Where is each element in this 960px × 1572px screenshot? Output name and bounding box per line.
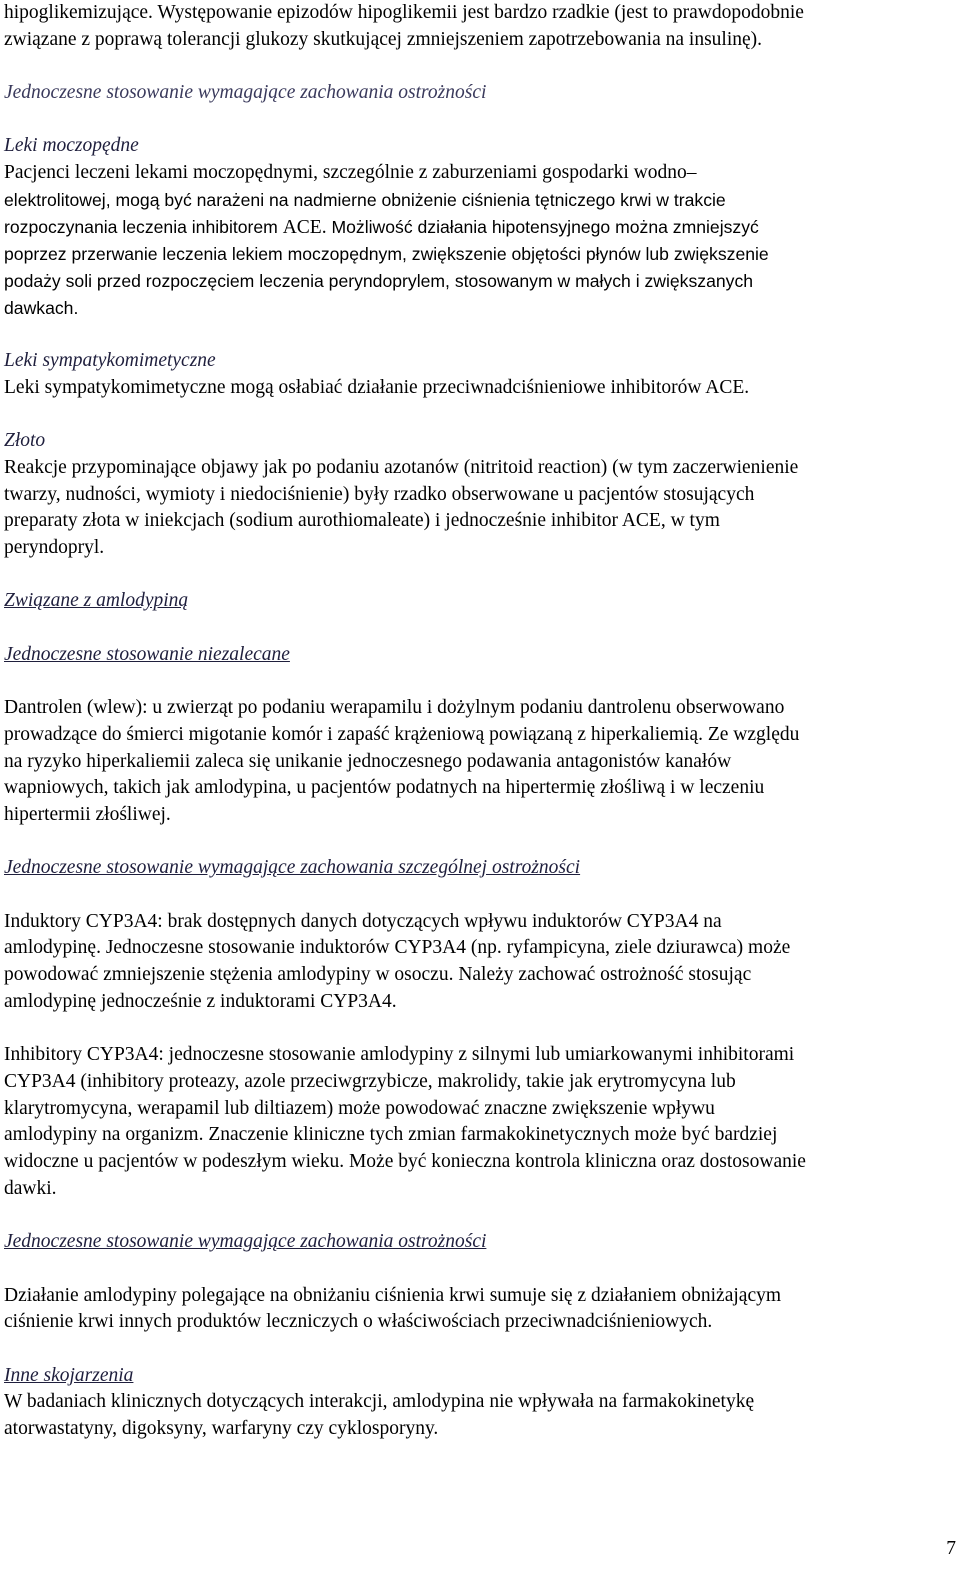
inducers-line-4: amlodypinę jednocześnie z induktorami CYP3A4.: [4, 990, 397, 1012]
sympathomimetics-text: Leki sympatykomimetyczne mogą osłabiać działanie przeciwnadciśnieniowe inhibitorów ACE.: [4, 376, 750, 398]
other-line-1: W badaniach klinicznych dotyczących interakcji, amlodypina nie wpływała na farmakokinetykę: [4, 1391, 755, 1413]
inhibitors-line-2: CYP3A4 (inhibitory proteazy, azole przeciwgrzybicze, makrolidy, takie jak erytromycyna lub: [4, 1070, 736, 1092]
sympathomimetics-title: Leki sympatykomimetyczne: [4, 350, 216, 372]
other-line-2: atorwastatyny, digoksyny, warfaryny czy cyklosporyny.: [4, 1418, 439, 1440]
dantrolene-paragraph: [4, 695, 958, 829]
dantrolene-line-3: na ryzyko hiperkaliemii zaleca się unikanie jednoczesnego podawania antagonistów kanałów: [4, 750, 732, 772]
caution-heading: Jednoczesne stosowanie wymagające zachowania ostrożności: [4, 1231, 487, 1253]
bp-line-1: Działanie amlodypiny polegające na obniżaniu ciśnienia krwi sumuje się z działaniem obniżającym: [4, 1284, 782, 1306]
dantrolene-line-5: hipertermii złośliwej.: [4, 803, 171, 825]
gold-line-2: twarzy, nudności, wymioty i niedociśnienie) były rzadko obserwowane u pacjentów stosujących: [4, 483, 755, 505]
intro-line-2: związane z poprawą tolerancji glukozy skutkującej zmniejszeniem zapotrzebowania na insulinę).: [4, 28, 763, 50]
amlodipine-heading: Związane z amlodypiną: [4, 590, 189, 612]
dantrolene-line-2: prowadzące do śmierci migotanie komór i zapaść krążeniową powiązaną z hiperkaliemią. Ze względu: [4, 723, 800, 745]
inducers-line-1: Induktory CYP3A4: brak dostępnych danych dotyczących wpływu induktorów CYP3A4 na: [4, 910, 722, 932]
diuretics-paragraph: [4, 160, 958, 321]
inducers-line-2: amlodypinę. Jednoczesne stosowanie induktorów CYP3A4 (np. ryfampicyna, ziele dziurawca) może: [4, 937, 791, 959]
inhibitors-line-6: dawki.: [4, 1177, 57, 1199]
not-recommended-heading: Jednoczesne stosowanie niezalecane: [4, 643, 290, 665]
diuretics-line-1: Pacjenci leczeni lekami moczopędnymi, szczególnie z zaburzeniami gospodarki wodno–: [4, 162, 697, 184]
diuretics-line-2: elektrolitowej, mogą być narażeni na nadmierne obniżenie ciśnienia tętniczego krwi w trakcie: [4, 189, 726, 210]
inhibitors-paragraph: [4, 1042, 958, 1202]
gold-line-1: Reakcje przypominające objawy jak po podaniu azotanów (nitritoid reaction) (w tym zaczerwienienie: [4, 456, 799, 478]
diuretics-line-4: poprzez przerwanie leczenia lekiem moczopędnym, zwiększenie objętości płynów lub zwiększenie: [4, 244, 769, 265]
blood-pressure-paragraph: [4, 1283, 958, 1336]
other-combinations-paragraph: [4, 1389, 958, 1442]
inhibitors-line-5: widoczne u pacjentów w podeszłym wieku. Może być konieczna kontrola kliniczna oraz dostosowanie: [4, 1151, 806, 1173]
page-number: 7: [946, 1538, 956, 1559]
inducers-line-3: powodować zmniejszenie stężenia amlodypiny w osoczu. Należy zachować ostrożność stosując: [4, 964, 752, 986]
inducers-paragraph: [4, 909, 958, 1016]
gold-title: Złoto: [4, 430, 46, 452]
ace-abbrev: ACE.: [282, 216, 327, 238]
gold-line-4: peryndopryl.: [4, 537, 105, 558]
inhibitors-line-3: klarytromycyna, werapamil lub diltiazem) może powodować znaczne zwiększenie wpływu: [4, 1097, 715, 1119]
intro-paragraph: [4, 0, 958, 53]
diuretics-line-5: podaży soli przed rozpoczęciem leczenia peryndoprylem, stosowanym w małych i zwiększanych: [4, 271, 754, 291]
bp-line-2: ciśnienie krwi innych produktów leczniczych o właściwościach przeciwnadciśnieniowych.: [4, 1311, 713, 1333]
gold-paragraph: [4, 455, 958, 562]
section-heading-caution: Jednoczesne stosowanie wymagające zachowania ostrożności: [4, 82, 487, 104]
dantrolene-line-4: wapniowych, takich jak amlodypina, u pacjentów podatnych na hipertermię złośliwą i w leczeniu: [4, 777, 765, 799]
document-page: [4, 0, 958, 1443]
other-combinations-heading: Inne skojarzenia: [4, 1364, 134, 1386]
inhibitors-line-1: Inhibitory CYP3A4: jednoczesne stosowanie amlodypiny z silnymi lub umiarkowanymi inhibitorami: [4, 1044, 795, 1066]
dantrolene-line-1: Dantrolen (wlew): u zwierząt po podaniu werapamilu i dożylnym podaniu dantrolenu obserwowano: [4, 697, 785, 719]
inhibitors-line-4: amlodypiny na organizm. Znaczenie kliniczne tych zmian farmakokinetycznych może być bardziej: [4, 1124, 778, 1146]
intro-line-1: hipoglikemizujące. Występowanie epizodów hipoglikemii jest bardzo rzadkie (jest to prawdopodobnie: [4, 2, 804, 23]
diuretics-title: Leki moczopędne: [4, 135, 139, 157]
gold-line-3: preparaty złota w iniekcjach (sodium aurothiomaleate) i jednocześnie inhibitor ACE, w tym: [4, 510, 720, 532]
diuretics-line-3: rozpoczynania leczenia inhibitorem ACE. Możliwość działania hipotensyjnego można zmniejszyć: [4, 216, 759, 238]
diuretics-line-6: dawkach.: [4, 297, 79, 318]
special-caution-heading: Jednoczesne stosowanie wymagające zachowania szczególnej ostrożności: [4, 857, 581, 879]
